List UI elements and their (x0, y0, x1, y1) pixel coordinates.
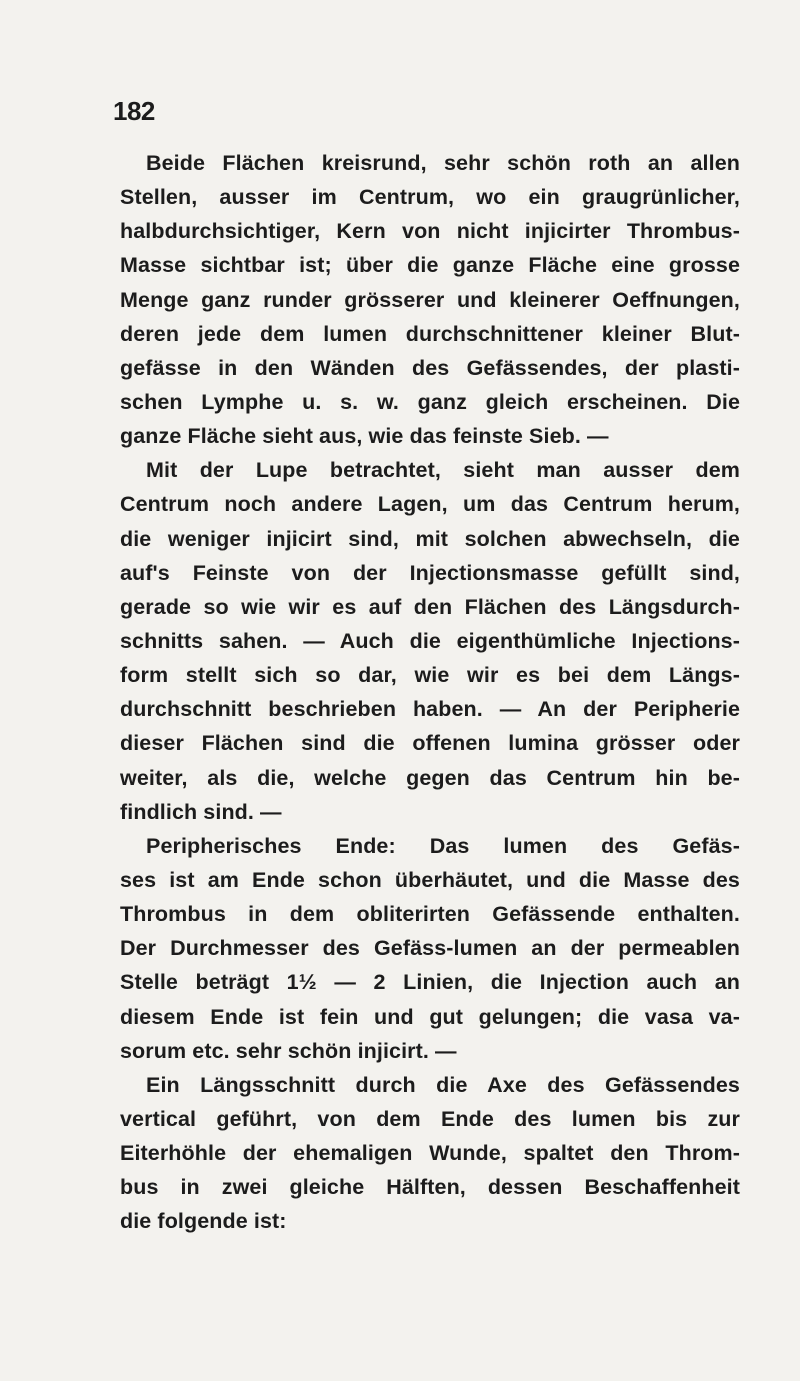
text-line: dieser Flächen sind die offenen lumina grösser oder (120, 731, 740, 756)
text-line: findlich sind. — (120, 799, 282, 824)
text-line: diesem Ende ist fein und gut gelungen; die vasa va- (120, 1004, 740, 1029)
text-line: auf's Feinste von der Injectionsmasse gefüllt sind, (120, 560, 740, 585)
text-line: Beide Flächen kreisrund, sehr schön roth an allen (146, 151, 740, 175)
text-line: vertical geführt, von dem Ende des lumen bis zur (120, 1106, 740, 1131)
text-line: Menge ganz runder grösserer und kleinerer Oeffnungen, (120, 287, 740, 312)
text-line: Stelle beträgt 1½ — 2 Linien, die Injection auch an (120, 970, 740, 995)
text-line: bus in zwei gleiche Hälften, dessen Beschaffenheit (120, 1175, 740, 1200)
text-line: Centrum noch andere Lagen, um das Centrum herum, (120, 492, 740, 517)
body-text (120, 146, 740, 1239)
text-line: Peripherisches Ende: Das lumen des Gefäs- (146, 833, 740, 858)
text-line: gerade so wie wir es auf den Flächen des Längsdurch- (120, 594, 740, 619)
text-line: schnitts sahen. — Auch die eigenthümliche Injections- (120, 628, 740, 653)
text-line: Thrombus in dem obliterirten Gefässende enthalten. (120, 902, 740, 927)
text-line: sorum etc. sehr schön injicirt. — (120, 1038, 457, 1063)
page-number: 182 (113, 96, 155, 126)
text-line: Masse sichtbar ist; über die ganze Fläche eine grosse (120, 253, 740, 278)
text-line: gefässe in den Wänden des Gefässendes, der plasti- (120, 355, 740, 380)
text-line: Der Durchmesser des Gefäss-lumen an der permeablen (120, 936, 740, 961)
text-line: ses ist am Ende schon überhäutet, und die Masse des (120, 867, 740, 892)
text-line: ganze Fläche sieht aus, wie das feinste Sieb. — (120, 424, 609, 449)
text-line: die weniger injicirt sind, mit solchen abwechseln, die (120, 526, 740, 551)
text-line: durchschnitt beschrieben haben. — An der Peripherie (120, 697, 740, 722)
text-line: schen Lymphe u. s. w. ganz gleich erscheinen. Die (120, 389, 740, 414)
text-line: Ein Längsschnitt durch die Axe des Gefässendes (146, 1072, 740, 1097)
text-line: form stellt sich so dar, wie wir es bei dem Längs- (120, 663, 740, 688)
text-line: Eiterhöhle der ehemaligen Wunde, spaltet den Throm- (120, 1141, 740, 1166)
text-line: Stellen, ausser im Centrum, wo ein graugrünlicher, (120, 185, 740, 210)
text-line: Mit der Lupe betrachtet, sieht man ausser dem (146, 458, 740, 483)
text-line: halbdurchsichtiger, Kern von nicht injicirter Thrombus- (120, 219, 740, 244)
text-line: weiter, als die, welche gegen das Centrum hin be- (120, 765, 740, 790)
text-line: die folgende ist: (120, 1209, 287, 1234)
text-line: deren jede dem lumen durchschnittener kleiner Blut- (120, 321, 740, 346)
